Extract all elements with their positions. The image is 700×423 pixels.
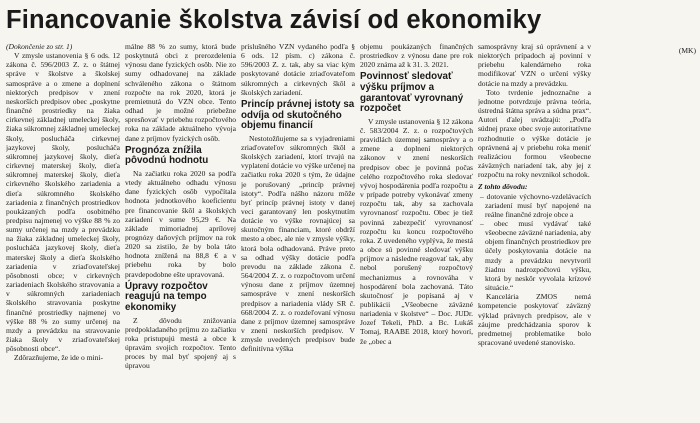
column-3	[241, 42, 355, 420]
column-4	[360, 42, 473, 420]
column-5	[478, 42, 591, 420]
paragraph: Nestotožňujeme sa s vyjadreniami zriaďovateľov súkromných škôl a školských zariadení, ktorí trvajú na vyplatení dotácie vo výške určenej na začiatku roka 2020 s tým, že údajne je porušovaný „princíp právnej istoty“. Podľa nášho názoru môže byť princíp právnej istoty v danej veci garantovaný len poskytnutím dotácie vo výške rovnajúcej sa skutočným financiam, ktoré obdrží mesto a obec, ale nie v zmysle výšky, ktorá bola odhadovaná. Práve preto sa odhad výšky dotácie podľa prevodu na základe zákona č. 564/2004 Z. z. o rozpočtovom určení výnosu dane z príjmov územnej samospráve v znení neskorších predpisov a nariadenia vlády SR č. 668/2004 Z. z. o rozdeľovaní výnosu dane z príjmov územnej samospráve v znení neskorších predpisov. V zmysle uvedených predpisov bude definitívna výška	[241, 133, 355, 354]
paragraph: V zmysle ustanovenia § 6 ods. 12 zákona č. 596/2003 Z. z. o štátnej správe v školstve a školskej samospráve a o zmene a doplnení niektorých predpisov v znení neskorších predpisov obec „poskytne finančné prostriedky na žiaka cirkevnej základnej umeleckej školy, žiaka súkromnej základnej umeleckej školy, poslucháča cirkevnej jazykovej školy, poslucháča súkromnej jazykovej školy, dieťa cirkevnej materskej školy, dieťa súkromnej materskej školy, dieťa cirkevného školského zariadenia a dieťa súkromného školského zariadenia z finančných prostriedkov poukázaných podľa osobitného predpisu najmenej vo výške 88 % zo sumy určenej na mzdy a prevádzku na žiaka základnej umeleckej školy, poslucháča jazykovej školy, dieťa materskej školy a dieťa školského zariadenia v zriaďovateľskej pôsobnosti obce; v cirkevných zariadeniach školského stravovania a v súkromných zariadeniach školského stravovania poskytne finančné prostriedky najmenej vo výške 88 % zo sumy určenej na mzdy a prevádzku na stravovanie žiaka školy v zriaďovateľskej pôsobnosti obce“.	[6, 51, 120, 354]
subheading: Povinnosť sledovať výšku príjmov a garantovať vyrovnaný rozpočet	[360, 71, 464, 115]
column-6	[596, 42, 696, 420]
paragraph: Zdôrazňujeme, že ide o mini-	[14, 353, 104, 363]
article-body	[6, 42, 696, 420]
paragraph: V zmysle ustanovenia § 12 zákona č. 583/2004 Z. z. o rozpočtových pravidlách územnej samosprávy a o zmene a doplnení niektorých zákonov v znení neskorších predpisov obec je povinná počas celého rozpočtového roka sledovať vývoj hospodárenia podľa rozpočtu a v prípade potreby vykonávať zmeny rozpočtu tak, aby sa zachovala vyrovnanosť rozpočtu. Obec je tiež povinná zabezpečiť vyrovnanosť rozpočtu ku koncu rozpočtového roka. Z uvedeného vyplýva, že mestá a obce sú povinné sledovať výšku príjmov a následne reagovať tak, aby nebol porušený rozpočtový mechanizmus a rovnováha v hospodárení bola zachovaná. Táto skutočnosť je popísaná aj v publikácii „Všeobecne záväzné nariadenia v školstve“ – Doc. JUDr. Jozef Tekeli, PhD. a Bc. Lukáš Tomaj, RAABE 2018, ktorý hovorí, že „obec a	[360, 116, 473, 346]
paragraph: Kancelária ZMOS nemá kompetencie poskytovať záväzný výklad právnych predpisov, ale v záujme predchádzania sporov k predmetnej problematike bolo spracované uvedené stanovisko.	[478, 292, 591, 347]
list-label: Z tohto dôvodu:	[478, 182, 528, 192]
paragraph: príslušného VZN vydaného podľa § 6 ods. 12 písm. c) zákona č. 596/2003 Z. z. tak, aby sa viac kým poskytované dotácie zriaďovateľom súkromných a cirkevných škôl a školských zariadení.	[241, 42, 355, 97]
list-item: – dotovanie výchovno-vzdelávacích zariadení musí byť napojené na reálne finančné zdroje obce a	[480, 191, 591, 219]
paragraph: Na začiatku roka 2020 sa podľa vtedy aktuálneho odhadu výnosu dane fyzických osôb vypočítala hodnota jednotkového koeficientu pre financovanie škôl a školských zariadení v sume 95,29 €. Na základe mimoriadnej aprílovej prognózy daňových príjmov na rok 2020 sa zistilo, že by bola táto hodnota znížená na 88,8 € a v priebehu roka by bolo pravdepodobne ešte upravovaná.	[125, 168, 236, 279]
paragraph: Z dôvodu znižovania predpokladaného príjmu zo začiatku roka pristupujú mestá a obce k úpravám svojich rozpočtov. Tento proces by mal byť spojený aj s úpravou	[125, 315, 236, 371]
subheading: Prognóza znížila pôvodnú hodnotu	[125, 144, 209, 167]
author-signature: (MK)	[678, 46, 696, 55]
paragraph: objemu poukázaných finančných prostriedkov z výnosu dane pre rok 2020 známa až k 31. 3. 2021.	[360, 42, 473, 70]
continuation-note: (Dokončenie zo str. 1)	[6, 42, 73, 51]
list-item: – obec musí vydávať také všeobecne záväzné nariadenia, aby objem finančných prostriedkov pre účely poskytovania dotácie na mzdy a prevádzku nevytvoril žiadnu nadrozpočtovú výšku, ktorá by neskôr vyvolala krízové situácie.“	[480, 218, 591, 293]
column-2	[125, 42, 236, 420]
paragraph: samosprávny kraj sú oprávnení a v niektorých prípadoch aj povinní v priebehu kalendárneho roka modifikovať VZN o určení výšky dotácie na mzdy a prevádzku.	[478, 42, 591, 88]
paragraph: Toto tvrdenie jednoznačne a jednotne potvrdzuje právna teória, ústredná štátna správa a súdna prax“. Autori ďalej uvádzajú: „Podľa súdnej praxe obec svoje autoritatívne rozhodnutie o výške dotácie je oprávnená aj v priebehu roka meniť realizáciou formou všeobecne záväzných nariadení tak, aby jej z rozpočtu na roky nevznikol schodok.	[478, 87, 591, 180]
column-1	[6, 42, 120, 420]
subheading: Úpravy rozpočtov reagujú na tempo ekonomiky	[125, 280, 208, 313]
paragraph: málne 88 % zo sumy, ktorá bude poskytnutá obci z prerozdelenia výnosu dane fyzických osôb. Nie zo sumy odhadovanej na základe schváleného zákona o štátnom rozpočte na rok 2020, ktorá je premietnutá do VZN obce. Tento odhad je možné priebežne spresňovať v priebehu rozpočtového roka na základe aktuálneho vývoja dane z príjmov fyzických osôb.	[125, 42, 236, 143]
subheading: Princíp právnej istoty sa odvíja od skutočného objemu financií	[241, 98, 355, 132]
headline: Financovanie školstva závisí od ekonomiky	[6, 6, 542, 34]
